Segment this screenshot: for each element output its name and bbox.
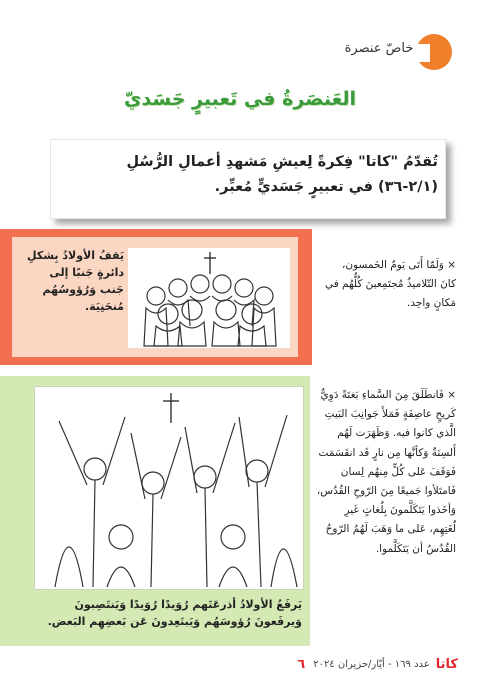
section2-scripture: × فَانطَلَقَ مِنَ السَّماءِ بَغتَةً دَوِيٌّ كَريحٍ عاصِفَةٍ فَمَلأَ جَوانِبَ البَيتِ الَّذي كانوا فيه. وَظَهَرَت لَهُم أَلسِنَةٌ وَكأنَّها مِن نارٍ قَد انقَسَمَت فَوَقَفَ عَلى كُلٍّ مِنهُم لِسان فَامتَلأوا جَميعًا مِنَ الرّوحِ القُدُس، وَأخَذوا يَتَكَلَّمونَ بِلُغاتٍ غَيرِ لُغَتِهِم، عَلى ما وَهَبَ لَهُمُ الرّوحُ القُدُسُ أن يَتَكَلَّموا.: [316, 389, 456, 555]
section2-caption: يَرفَعُ الأولادُ أذرعَتَهم رُوَيدًا رُوَيدًا وَيَنتَصِبونَ وَيرفَعونَ رُؤوسَهُم وَيَبتَعِدونَ عَن بَعضِهِم البَعض.: [47, 598, 302, 628]
praying-children-illustration: [128, 248, 290, 348]
section1-illustration: [128, 248, 290, 348]
page-number: ٦: [297, 656, 306, 672]
magazine-logo: كاتا: [435, 656, 458, 672]
intro-text: تُقدّمُ "كاتا" فِكرةً لِعيشِ مَشهدِ أعمالِ الرُّسُلِ (٢/١-٣٦) في تعبيرٍ جَسَديٍّ مُعبِّر.: [126, 154, 438, 195]
page-title: العَنصَرةُ في تَعبيرٍ جَسَديّ: [124, 88, 356, 110]
section1-scripture: × وَلَمّا أَتَى يَومُ الخَمسون، كانَ التّلاميذُ مُجتَمِعينَ كُلُّهُم في مَكانٍ واحِد.: [324, 259, 456, 309]
section2-illustration: [34, 386, 304, 590]
section-label: خاصّ عنصرة: [344, 41, 414, 56]
raised-arms-illustration: [35, 387, 303, 589]
issue-info: عدد ١٦٩ - أيّار/حزيران ٢٠٢٤: [313, 658, 430, 670]
page-footer: [240, 652, 458, 676]
section1-caption: يَقفُ الأولادُ بِشكلِ دائرةٍ جَنبًا إلى جَنب وَرُؤوسُهُم مُنحَنِيَة.: [27, 249, 124, 313]
